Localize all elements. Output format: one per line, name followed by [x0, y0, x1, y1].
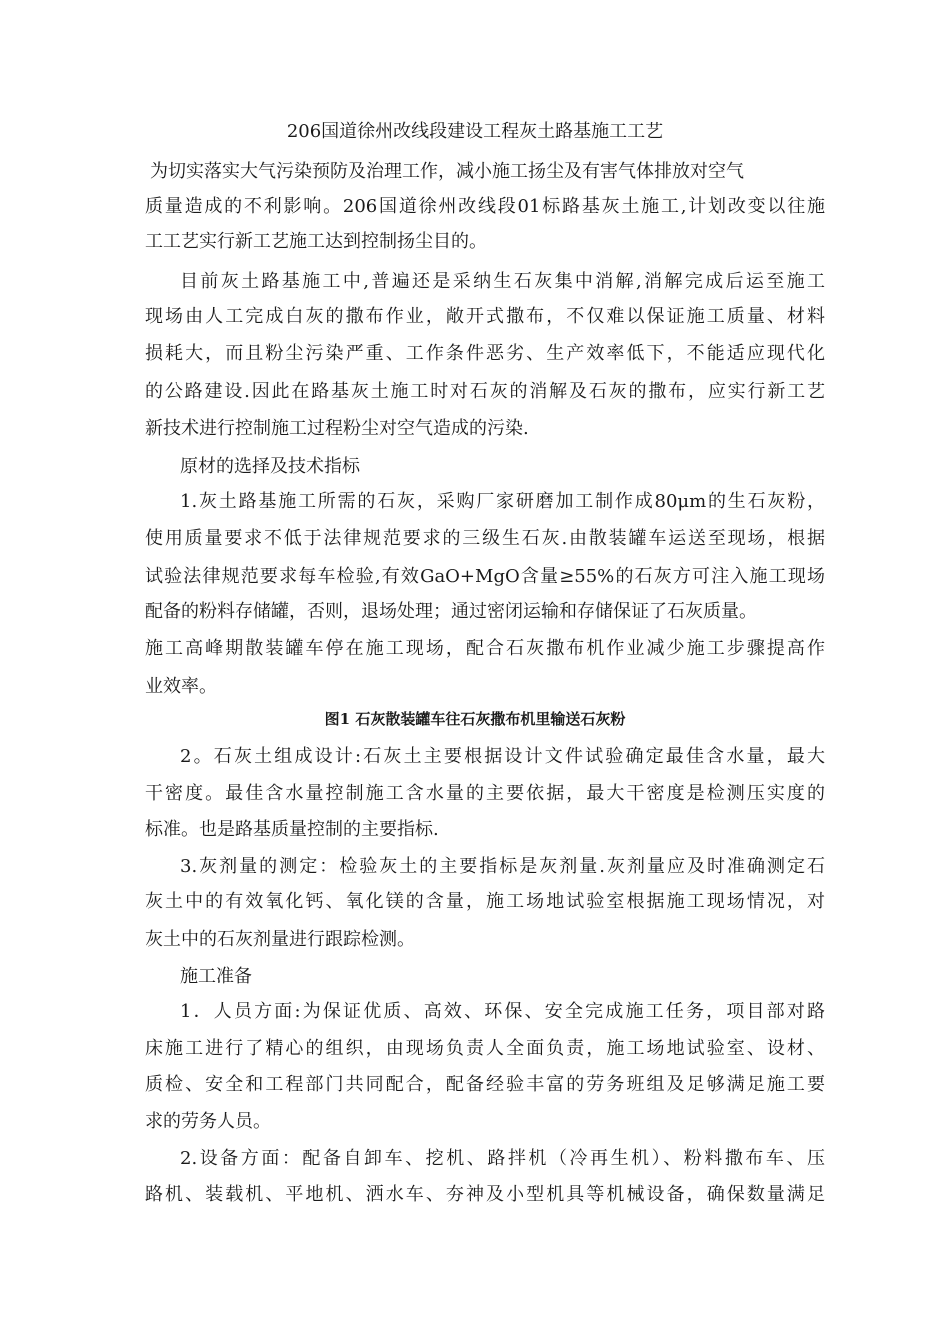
text-line: 使用质量要求不低于法律规范要求的三级生石灰.由散装罐车运送至现场，根据	[145, 528, 825, 549]
text-line: 目前灰土路基施工中,普遍还是采纳生石灰集中消解,消解完成后运至施工	[180, 271, 825, 292]
text-line: 新技术进行控制施工过程粉尘对空气造成的污染.	[145, 418, 529, 439]
text-line: 1.灰土路基施工所需的石灰，采购厂家研磨加工制作成80μm的生石灰粉，	[180, 491, 825, 512]
section-heading: 施工准备	[180, 966, 252, 987]
text-line: 床施工进行了精心的组织，由现场负责人全面负责，施工场地试验室、设材、	[145, 1038, 825, 1059]
text-line: 路机、装载机、平地机、洒水车、夯神及小型机具等机械设备，确保数量满足	[145, 1184, 825, 1205]
text-line: 2.设备方面：配备自卸车、挖机、路拌机（冷再生机）、粉料撒布车、压	[180, 1148, 825, 1169]
section-heading: 原材的选择及技术指标	[180, 456, 360, 477]
text-line: 1．人员方面:为保证优质、高效、环保、安全完成施工任务，项目部对路	[180, 1001, 825, 1022]
text-line: 灰土中的石灰剂量进行跟踪检测。	[145, 929, 415, 950]
text-line: 灰土中的有效氧化钙、氧化镁的含量，施工场地试验室根据施工现场情况，对	[145, 891, 825, 912]
text-line: 的公路建设.因此在路基灰土施工时对石灰的消解及石灰的撒布，应实行新工艺	[145, 381, 825, 402]
text-line: 3.灰剂量的测定：检验灰土的主要指标是灰剂量.灰剂量应及时准确测定石	[180, 856, 825, 877]
text-line: 现场由人工完成白灰的撒布作业，敞开式撒布，不仅难以保证施工质量、材料	[145, 306, 825, 327]
text-line: 配备的粉料存储罐，否则，退场处理；通过密闭运输和存储保证了石灰质量。	[145, 601, 757, 622]
text-line: 业效率。	[145, 676, 217, 697]
text-line: 工工艺实行新工艺施工达到控制扬尘目的。	[145, 231, 487, 252]
text-line: 2。石灰土组成设计:石灰土主要根据设计文件试验确定最佳含水量，最大	[180, 746, 825, 767]
text-line: 施工高峰期散装罐车停在施工现场，配合石灰撒布机作业减少施工步骤提高作	[145, 638, 825, 659]
text-line: 为切实落实大气污染预防及治理工作，减小施工扬尘及有害气体排放对空气	[150, 161, 744, 182]
figure-caption: 图1 石灰散装罐车往石灰撒布机里输送石灰粉	[324, 710, 626, 728]
text-line: 试验法律规范要求每车检验,有效GaO+MgO含量≥55%的石灰方可注入施工现场	[145, 566, 825, 587]
text-line: 干密度。最佳含水量控制施工含水量的主要依据，最大干密度是检测压实度的	[145, 783, 825, 804]
document-title: 206国道徐州改线段建设工程灰土路基施工工艺	[286, 121, 664, 142]
text-line: 质量造成的不利影响。206国道徐州改线段01标路基灰土施工,计划改变以往施	[145, 196, 825, 217]
text-line: 标准。也是路基质量控制的主要指标.	[145, 819, 439, 840]
text-line: 损耗大，而且粉尘污染严重、工作条件恶劣、生产效率低下，不能适应现代化	[145, 343, 825, 364]
text-line: 求的劳务人员。	[145, 1111, 271, 1132]
text-line: 质检、安全和工程部门共同配合，配备经验丰富的劳务班组及足够满足施工要	[145, 1074, 825, 1095]
